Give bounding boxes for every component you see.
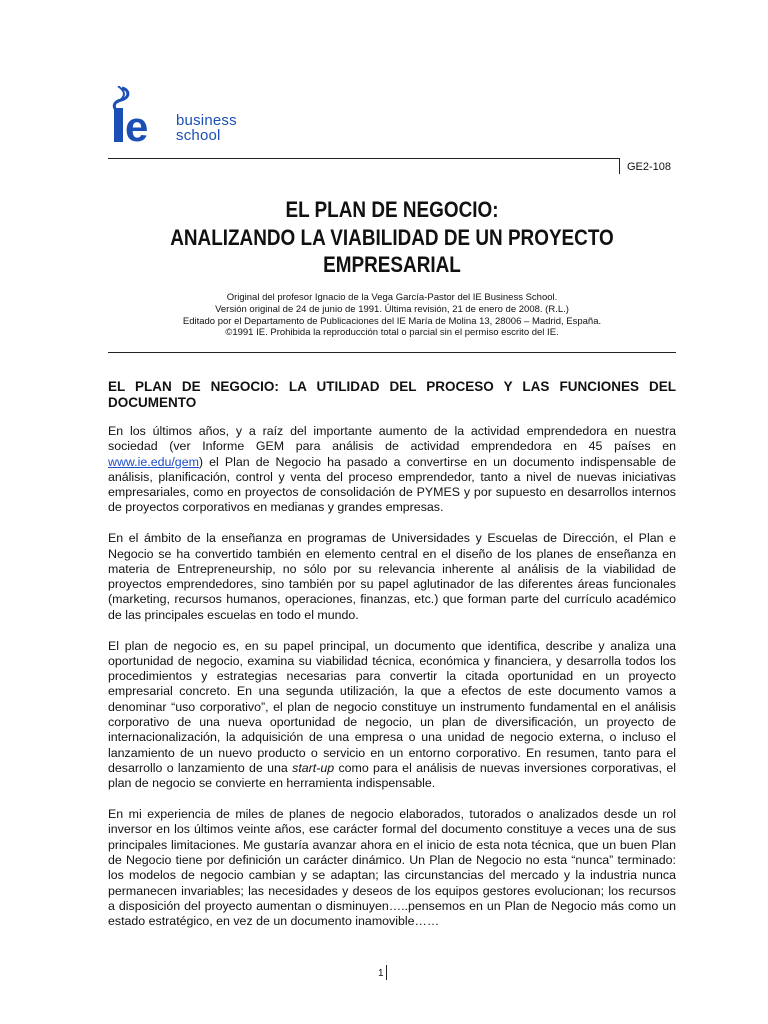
paragraph-3	[108, 639, 676, 792]
page-number: 1	[378, 968, 384, 979]
header-rule	[108, 158, 620, 159]
logo-text	[176, 113, 237, 143]
p1-text-b: ) el Plan de Negocio ha pasado a convertirse en un documento indispensable de análisis, planificación, control y venta del proceso emprendedor, tanto a nivel de nuevas iniciativas empresariales, como en proyectos de consolidación de PYMES y por supuesto en desarrollos internos de proyectos corporativos en medianas y grandes empresas.	[108, 454, 676, 515]
meta-copyright: ©1991 IE. Prohibida la reproducción total o parcial sin el permiso escrito del IE.	[225, 327, 559, 339]
document-title	[148, 196, 636, 279]
ie-logo-icon	[108, 86, 174, 144]
gem-link[interactable]: www.ie.edu/gem	[108, 454, 199, 469]
title-line-2: ANALIZANDO LA VIABILIDAD DE UN PROYECTO	[170, 224, 614, 250]
title-line-3: EMPRESARIAL	[323, 252, 461, 277]
authorship-info	[108, 292, 676, 339]
p3-text-a: El plan de negocio es, en su papel principal, un documento que identifica, describe y analiza una oportunidad de negocio, examina su viabilidad técnica, económica y financiera, y desarrolla todos los procedimientos y estrategias necesarias para convertir la citada oportunidad en un proyecto empresarial concreto. En una segunda utilización, la que a efectos de este documento vamos a denominar “uso corporativo”, el plan de negocio constituye un instrumento fundamental en el análisis corporativo de una nueva oportunidad de negocio, un plan de diversificación, un proyecto de internacionalización, la adquisición de una empresa o una unidad de negocio externa, o incluso el lanzamiento de un nuevo producto o servicio en un entorno corporativo. En resumen, tanto para el desarrollo o lanzamiento de una	[108, 638, 676, 775]
p3-italic-startup: start-up	[292, 760, 335, 775]
document-code: GE2-108	[627, 161, 672, 173]
paragraph-2: En el ámbito de la enseñanza en programas de Universidades y Escuelas de Dirección, el Plan e Negocio se ha convertido también en elemento central en el diseño de los planes de enseñanza en materia de Entrepreneurship, no sólo por su relevancia inherente al análisis de la viabilidad de proyectos emprendedores, sino también por su papel aglutinador de las diferentes áreas funcionales (marketing, recursos humanos, operaciones, finanzas, etc.) que forman parte del currículo académico de las principales escuelas en todo el mundo.	[108, 531, 676, 622]
meta-editor: Editado por el Departamento de Publicaciones del IE María de Molina 13, 28006 – Madrid, España.	[182, 315, 602, 327]
section-heading: EL PLAN DE NEGOCIO: LA UTILIDAD DEL PROCESO Y LAS FUNCIONES DEL DOCUMENTO	[108, 379, 676, 410]
body-text	[108, 424, 676, 945]
meta-author: Original del profesor Ignacio de la Vega García-Pastor del IE Business School.	[226, 292, 558, 303]
title-rule	[108, 352, 676, 353]
title-line-1: EL PLAN DE NEGOCIO:	[285, 197, 499, 222]
p3-text-b: como para el análisis de nuevas inversiones corporativas, el plan de negocio se convierte en herramienta indispensable.	[108, 760, 676, 791]
page-number-bar	[386, 965, 387, 980]
ie-business-school-logo	[108, 86, 258, 146]
meta-version: Versión original de 24 de junio de 1991. Última revisión, 21 de enero de 2008. (R.L.)	[215, 303, 569, 315]
paragraph-1	[108, 424, 676, 516]
logo-text-school: school	[176, 127, 221, 144]
p1-text-a: En los últimos años, y a raíz del importante aumento de la actividad emprendedora en nuestra sociedad (ver Informe GEM para análisis de actividad emprendedora en 45 países en	[108, 424, 676, 454]
header-rule-tick	[619, 158, 620, 174]
svg-text:e: e	[125, 103, 149, 144]
paragraph-4: En mi experiencia de miles de planes de negocio elaborados, tutorados o analizados desde un rol inversor en los últimos veinte años, ese carácter formal del documento constituye a veces una de sus principales limitaciones. Me gustaría avanzar ahora en el inicio de esta nota técnica, que un buen Plan de Negocio tiene por definición un carácter dinámico. Un Plan de Negocio no esta “nunca” terminado: los modelos de negocio cambian y se adaptan; las circunstancias del mercado y la industria nunca permanecen invariables; las necesidades y deseos de los equipos gestores evolucionan; los recursos a disposición del proyecto aumentan o disminuyen…..pensemos en un Plan de Negocio más como un estado estratégico, en vez de un documento inamovible……	[108, 807, 676, 929]
logo-text-business: business	[176, 112, 237, 129]
